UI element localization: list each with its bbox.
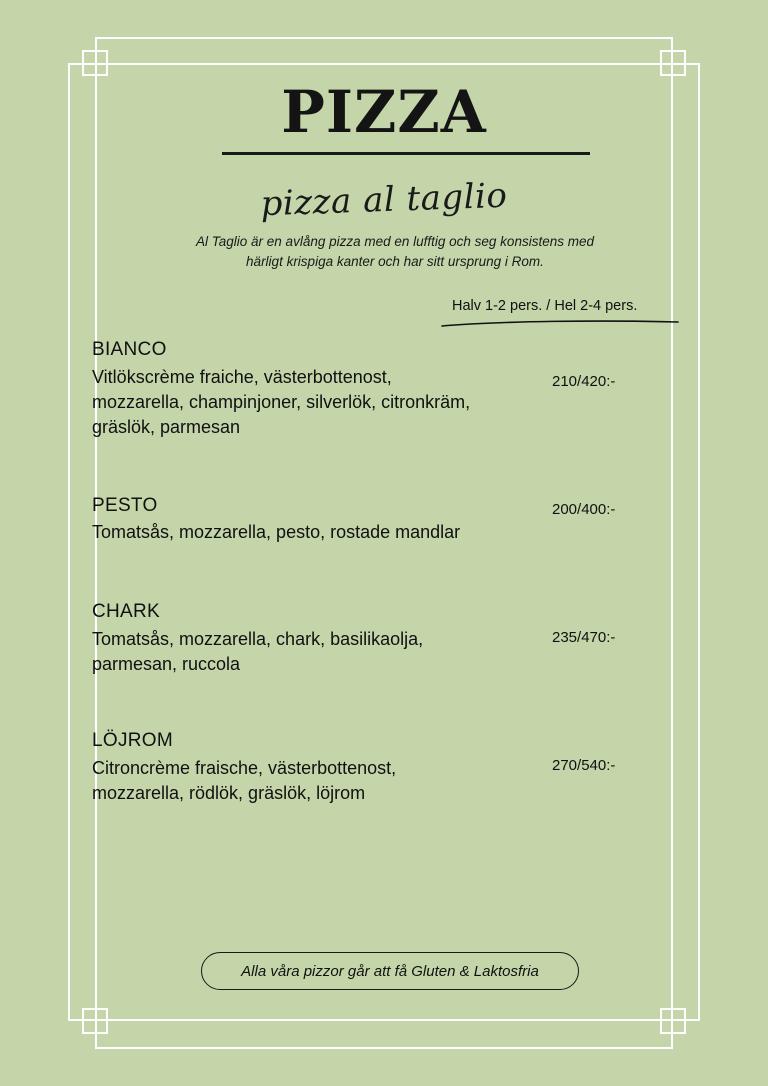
menu-item-name: PESTO [92, 495, 158, 516]
menu-item-price: 210/420:- [552, 373, 616, 390]
footer-note-pill [201, 952, 579, 990]
size-note: Halv 1-2 pers. / Hel 2-4 pers. [452, 298, 638, 314]
frame-corner-top-left [82, 50, 108, 76]
menu-subtitle: pizza al taglio [259, 175, 509, 225]
menu-item-name: CHARK [92, 601, 161, 622]
menu-item-price: 235/470:- [552, 629, 616, 646]
menu-title: PIZZA [281, 78, 487, 146]
menu-item-price: 270/540:- [552, 757, 616, 774]
menu-item-description: Citroncrème fraische, västerbottenost, mozzarella, rödlök, gräslök, löjrom [92, 758, 397, 803]
frame-corner-top-right [660, 50, 686, 76]
size-note-underline [440, 318, 680, 330]
menu-item-description: Tomatsås, mozzarella, chark, basilikaolja, parmesan, ruccola [92, 629, 424, 674]
frame-corner-bottom-right [660, 1008, 686, 1034]
menu-item-name: LÖJROM [92, 730, 173, 751]
menu-item-description: Vitlökscrème fraiche, västerbottenost, mozzarella, champinjoner, silverlök, citronkräm, gräslök, parmesan [92, 367, 471, 437]
title-divider [222, 152, 590, 155]
footer-note: Alla våra pizzor går att få Gluten & Laktosfria [241, 962, 539, 980]
menu-item-description: Tomatsås, mozzarella, pesto, rostade mandlar [92, 522, 461, 542]
menu-item-price: 200/400:- [552, 501, 616, 518]
frame-corner-bottom-left [82, 1008, 108, 1034]
menu-item-name: BIANCO [92, 339, 167, 360]
menu-intro: Al Taglio är en avlång pizza med en lufftig och seg konsistens med härligt krispiga kanter och har sitt ursprung i Rom. [196, 234, 594, 269]
